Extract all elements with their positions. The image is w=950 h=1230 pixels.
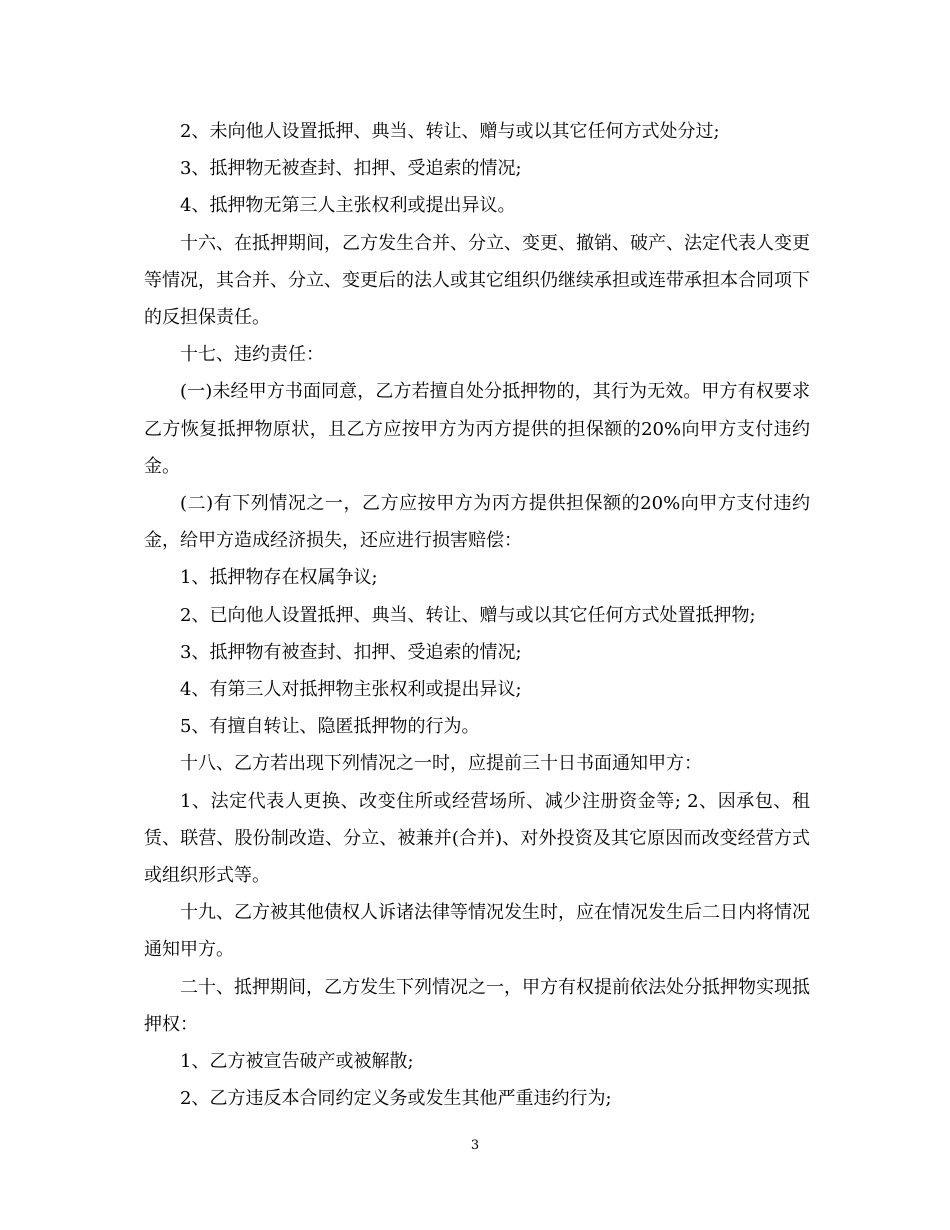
paragraph: 1、抵押物存在权属争议; [180, 567, 378, 589]
paragraph: 1、乙方被宣告破产或被解散; [180, 1051, 414, 1073]
paragraph: 十八、乙方若出现下列情况之一时，应提前三十日书面通知甲方： [180, 753, 702, 775]
paragraph: 十九、乙方被其他债权人诉诸法律等情况发生时，应在情况发生后二日内将情况通知甲方。 [144, 902, 810, 961]
paragraph: 4、有第三人对抵押物主张权利或提出异议; [180, 679, 522, 701]
paragraph: 十六、在抵押期间，乙方发生合并、分立、变更、撤销、破产、法定代表人变更等情况，其合并、分立、变更后的法人或其它组织仍继续承担或连带承担本合同项下的反担保责任。 [144, 232, 810, 329]
paragraph: 2、乙方违反本合同约定义务或发生其他严重违约行为; [180, 1088, 612, 1110]
paragraph: 3、抵押物有被查封、扣押、受追索的情况; [180, 641, 522, 663]
paragraph: 4、抵押物无第三人主张权利或提出异议。 [180, 195, 516, 217]
paragraph: 3、抵押物无被查封、扣押、受追索的情况; [180, 158, 522, 180]
document-body [144, 113, 810, 1117]
paragraph: 1、法定代表人更换、改变住所或经营场所、减少注册资金等; 2、因承包、租赁、联营、股份制改造、分立、被兼并(合并)、对外投资及其它原因而改变经营方式或组织形式等。 [144, 790, 810, 887]
paragraph: 二十、抵押期间，乙方发生下列情况之一，甲方有权提前依法处分抵押物实现抵押权： [144, 976, 810, 1035]
paragraph: 2、未向他人设置抵押、典当、转让、赠与或以其它任何方式处分过; [180, 121, 720, 142]
page-number: 3 [470, 1138, 480, 1153]
paragraph: 2、已向他人设置抵押、典当、转让、赠与或以其它任何方式处置抵押物; [180, 604, 756, 626]
paragraph: 5、有擅自转让、隐匿抵押物的行为。 [180, 716, 480, 738]
paragraph: (二)有下列情况之一，乙方应按甲方为丙方提供担保额的20%向甲方支付违约金，给甲方造成经济损失，还应进行损害赔偿： [144, 493, 810, 552]
paragraph: (一)未经甲方书面同意，乙方若擅自处分抵押物的，其行为无效。甲方有权要求乙方恢复抵押物原状，且乙方应按甲方为丙方提供的担保额的20%向甲方支付违约金。 [144, 381, 810, 477]
paragraph: 十七、违约责任： [180, 344, 324, 366]
